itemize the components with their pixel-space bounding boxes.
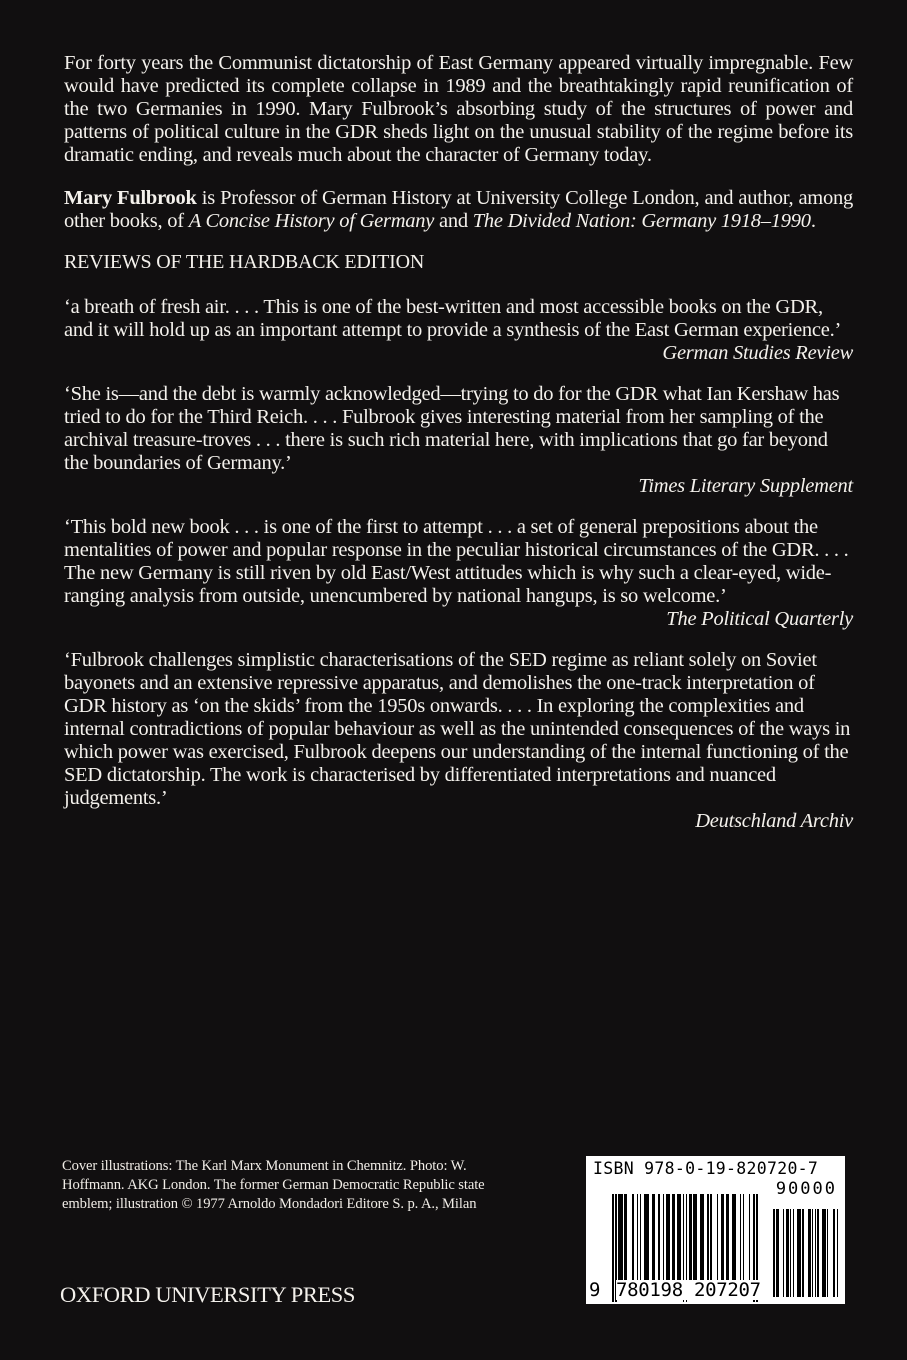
addon-bar xyxy=(802,1209,803,1297)
addon-bar xyxy=(790,1209,791,1297)
author-bio-part: . xyxy=(810,210,816,232)
blurb-text: For forty years the Communist dictatorship of East Germany appeared virtually impregnable. Few would have predicted its complete collapse in 1989 and the breathtakingly rapid reunification of the two Germanies in 1990. Mary Fulbrook’s absorbing study of the structures of power and patterns of political culture in the GDR sheds light on the unusual stability of the regime before its dramatic ending, and reveals much about the character of Germany today. xyxy=(64,52,853,166)
addon-bar xyxy=(783,1209,784,1297)
barcode-bar xyxy=(740,1194,742,1280)
addon-bar xyxy=(809,1209,810,1297)
barcode-bar xyxy=(710,1194,712,1280)
barcode-bar xyxy=(717,1194,719,1280)
book-blurb xyxy=(64,52,853,167)
barcode-bar xyxy=(690,1194,692,1280)
barcode-bar xyxy=(735,1194,737,1280)
barcode-bar xyxy=(621,1194,623,1280)
barcode-bar xyxy=(695,1194,697,1280)
author-name: Mary Fulbrook xyxy=(64,187,197,209)
barcode-bar xyxy=(647,1194,649,1280)
author-bio-part: is Professor of German History at University College London, and author, among other books, of xyxy=(64,187,853,232)
barcode-bar xyxy=(680,1194,682,1280)
addon-bar xyxy=(837,1209,838,1297)
ean-digits: 780198 207207 xyxy=(616,1279,761,1301)
barcode-bar xyxy=(669,1194,671,1280)
review-quote: ‘Fulbrook challenges simplistic characterisations of the SED regime as reliant solely on Soviet bayonets and an extensive repressive apparatus, and demolishes the one-track interpretation of GDR history as ‘on the skids’ from the 1950s onwards. . . . In exploring the complexities and internal contradictions of popular behaviour as well as the unintended consequences of the ways in which power was exercised, Fulbrook deepens our understanding of the internal functioning of the SED dictatorship. The work is characterised by differentiated interpretations and nuanced judgements.’ xyxy=(64,649,851,809)
addon-bar xyxy=(800,1209,801,1297)
addon-bar xyxy=(827,1209,828,1297)
barcode-bar xyxy=(626,1194,628,1280)
barcode-bar xyxy=(658,1194,660,1280)
review-item xyxy=(64,296,853,365)
addon-bars xyxy=(772,1209,838,1297)
author-bio-part: and xyxy=(434,210,473,232)
addon-bar xyxy=(793,1209,794,1297)
cover-credits: Cover illustrations: The Karl Marx Monument in Chemnitz. Photo: W. Hoffmann. AKG London. The former German Democratic Republic state emblem; illustration © 1977 Arnoldo Mondadori Editore S. p. A., Milan xyxy=(62,1158,485,1212)
barcode-bar xyxy=(723,1194,725,1280)
barcode-bar xyxy=(640,1194,642,1280)
barcode-bar xyxy=(637,1194,639,1280)
barcode-bar xyxy=(673,1194,675,1280)
barcode-bar xyxy=(612,1194,614,1302)
review-item xyxy=(64,516,853,631)
review-quote: ‘a breath of fresh air. . . . This is one of the best-written and most accessible books on the GDR, and it will hold up as an important attempt to provide a synthesis of the East German experience.’ xyxy=(64,296,842,341)
review-quote: ‘This bold new book . . . is one of the first to attempt . . . a set of general prepositions about the mentalities of power and popular response in the peculiar historical circumstances of the GDR. . . . The new Germany is still riven by old East/West attitudes which is why such a clear-eyed, wide-ranging analysis from outside, unencumbered by national hangups, is so welcome.’ xyxy=(64,516,849,607)
addon-bar xyxy=(834,1209,835,1297)
addon-bar xyxy=(773,1209,774,1297)
review-quote: ‘She is—and the debt is warmly acknowledged—trying to do for the GDR what Ian Kershaw has tried to do for the Third Reich. . . . Fulbrook gives interesting material from her sampling of the archival treasure-troves . . . there is such rich material here, with implications that go far beyond the boundaries of Germany.’ xyxy=(64,383,840,474)
reviews-heading: REVIEWS OF THE HARDBACK EDITION xyxy=(64,251,425,273)
publisher-name: OXFORD UNIVERSITY PRESS xyxy=(60,1282,356,1307)
addon-bar xyxy=(815,1209,816,1297)
price-addon-number: 90000 xyxy=(775,1179,837,1199)
isbn-label: ISBN 978-0-19-820720-7 xyxy=(593,1159,819,1178)
back-cover-text xyxy=(64,52,853,851)
barcode-bar xyxy=(703,1194,705,1280)
addon-bar xyxy=(778,1209,779,1297)
barcode-bar xyxy=(727,1194,729,1280)
author-bio xyxy=(64,187,853,233)
barcode-bar xyxy=(707,1194,709,1280)
review-source: The Political Quarterly xyxy=(666,608,853,630)
isbn-barcode xyxy=(586,1156,845,1304)
review-source: Times Literary Supplement xyxy=(638,475,853,497)
barcode-bar xyxy=(653,1194,655,1280)
author-bio-text xyxy=(64,187,853,233)
review-item xyxy=(64,383,853,498)
review-source: Deutschland Archiv xyxy=(695,810,853,832)
addon-bar xyxy=(812,1209,813,1297)
barcode-bar xyxy=(663,1194,665,1280)
barcode-bar xyxy=(632,1194,634,1280)
barcode-bar xyxy=(743,1194,745,1280)
book-title: The Divided Nation: Germany 1918–1990 xyxy=(472,210,811,232)
barcode-bar xyxy=(749,1194,751,1280)
review-source: German Studies Review xyxy=(662,342,853,364)
book-title: A Concise History of Germany xyxy=(188,210,435,232)
addon-bar xyxy=(787,1209,788,1297)
review-item xyxy=(64,649,853,833)
addon-bar xyxy=(817,1209,818,1297)
ean-first-digit: 9 xyxy=(589,1279,601,1301)
addon-bar xyxy=(824,1209,825,1297)
